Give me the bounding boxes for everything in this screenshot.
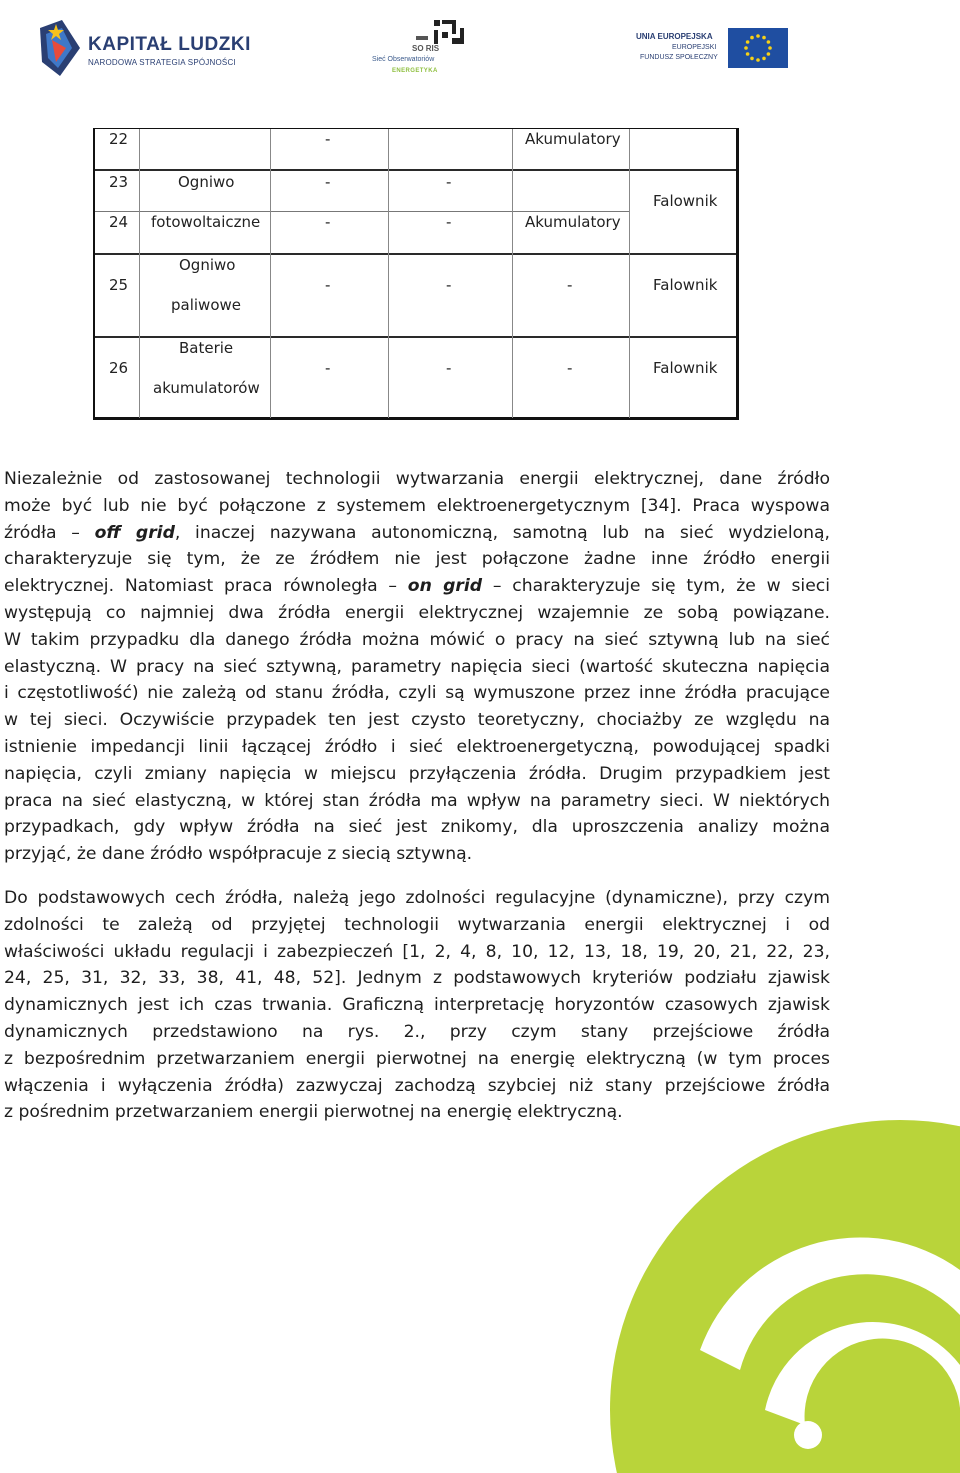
table-col-divider xyxy=(388,129,389,418)
text-line: charakteryzuje się tym, że ze źródłem nie jest połączone żadne inne źródło energii xyxy=(4,549,830,570)
text-line: dynamicznych przedstawiono na rys. 2., przy czym stany przejściowe źródła xyxy=(4,1021,830,1042)
row22-no: 22 xyxy=(109,130,129,148)
term-on-grid: on grid xyxy=(407,576,483,597)
row25-c3: - xyxy=(567,276,573,294)
row25-name-l1: Ogniwo xyxy=(179,256,236,274)
sor-name: SO RIS xyxy=(412,44,440,53)
sources-table xyxy=(93,128,739,420)
text-run: elektrycznej. Natomiast praca równoległa – xyxy=(4,576,408,597)
text-line: W takim przypadku dla danego źródła można mówić o pracy na sieć sztywną lub na sieć xyxy=(4,629,830,650)
sor-network: Sieć Obserwatoriów xyxy=(372,56,435,63)
table-col-divider xyxy=(629,129,630,418)
row24-c2: - xyxy=(446,213,452,231)
kapital-ludzki-logo xyxy=(36,18,251,80)
text-line: właściwości układu regulacji i zabezpieczeń [1, 2, 4, 8, 10, 12, 13, 18, 19, 20, 21, 22, 23, xyxy=(4,941,830,962)
text-line: istnienie impedancji linii łączącej źródło i sieć elektroenergetyczną, powodującej spadki xyxy=(4,736,830,757)
text-line: dynamicznych jest ich czas trwania. Graficzną interpretację horyzontów czasowych zjawisk xyxy=(4,995,830,1016)
row26-c4: Falownik xyxy=(653,359,718,377)
table-col-divider xyxy=(139,129,140,418)
row25-c4: Falownik xyxy=(653,276,718,294)
text-line xyxy=(4,573,830,600)
row25-c2: - xyxy=(446,276,452,294)
sor-logo xyxy=(368,18,468,82)
green-circle-decoration-icon xyxy=(560,1110,960,1473)
text-line: elastyczną. W pracy na sieć sztywną, parametry napięcia sieci (wartość skuteczna napięcia xyxy=(4,656,830,677)
row23-no: 23 xyxy=(109,173,129,191)
row24-c3: Akumulatory xyxy=(525,213,621,231)
table-rule xyxy=(95,169,736,171)
text-run: – charakteryzuje się tym, że w sieci xyxy=(482,576,830,597)
text-line: i częstotliwość) nie zależą od stanu źródła, czyli są wymuszone przez inne źródła pracujące xyxy=(4,683,830,704)
row22-c1: - xyxy=(325,130,331,148)
row26-c2: - xyxy=(446,359,452,377)
sor-energetyka: ENERGETYKA xyxy=(392,68,438,74)
row25-no: 25 xyxy=(109,276,129,294)
table-col-divider xyxy=(512,129,513,418)
row26-no: 26 xyxy=(109,359,129,377)
text-line: występują co najmniej dwa źródła energii elektrycznej wzajemnie ze sobą powiązane. xyxy=(4,602,830,623)
row25-c1: - xyxy=(325,276,331,294)
row23-c1: - xyxy=(325,173,331,191)
eu-logo xyxy=(636,26,796,74)
row26-name-l1: Baterie xyxy=(179,339,234,357)
kapital-ludzki-emblem-icon xyxy=(36,18,84,78)
text-line: zdolności te zależą od przyjętej technologii wytwarzania energii elektrycznej i od xyxy=(4,914,830,935)
row26-c3: - xyxy=(567,359,573,377)
paragraph-2 xyxy=(4,885,830,1126)
text-run: , inaczej nazywana autonomiczną, samotną lub na sieć wydzieloną, xyxy=(174,522,830,543)
eu-line1: UNIA EUROPEJSKA xyxy=(636,32,713,41)
merged-falownik: Falownik xyxy=(653,192,718,210)
text-line: może być lub nie być połączone z systemem elektroenergetycznym [34]. Praca wyspowa xyxy=(4,495,830,516)
row26-name-l2: akumulatorów xyxy=(153,379,260,397)
text-line: praca na sieć elastyczną, w której stan źródła ma wpływ na parametry sieci. W niektórych xyxy=(4,790,830,811)
table-rule xyxy=(95,253,736,255)
text-line xyxy=(4,520,830,547)
kapital-ludzki-title: KAPITAŁ LUDZKI xyxy=(88,34,251,55)
row26-c1: - xyxy=(325,359,331,377)
table-col-divider xyxy=(270,129,271,418)
row22-c3: Akumulatory xyxy=(525,130,621,148)
text-line: przypadkach, gdy wpływ źródła na sieć jest znikomy, dla uproszczenia analizy można xyxy=(4,817,830,838)
text-line: z bezpośrednim przetwarzaniem energii pierwotnej na energię elektryczną (w tym proces xyxy=(4,1048,830,1069)
row24-c1: - xyxy=(325,213,331,231)
row24-name: fotowoltaiczne xyxy=(151,213,261,231)
text-line: Niezależnie od zastosowanej technologii wytwarzania energii elektrycznej, dane źródło xyxy=(4,469,830,489)
text-line: w tej sieci. Oczywiście przypadek ten jest czysto teoretyczny, chociażby ze względu na xyxy=(4,710,830,731)
row23-c2: - xyxy=(446,173,452,191)
text-line: napięcia, czyli zmiany napięcia w miejscu przyłączenia źródła. Drugim przypadkiem jest xyxy=(4,763,830,784)
text-line: przyjąć, że dane źródło współpracuje z siecią sztywną. xyxy=(4,844,473,865)
table-rule xyxy=(95,336,736,338)
text-line: Do podstawowych cech źródła, należą jego zdolności regulacyjne (dynamiczne), przy czym xyxy=(4,888,830,908)
eu-line2: EUROPEJSKI xyxy=(672,44,717,51)
eu-line3: FUNDUSZ SPOŁECZNY xyxy=(640,54,718,61)
text-line: z pośrednim przetwarzaniem energii pierwotnej na energię elektryczną. xyxy=(4,1102,623,1123)
text-line: 24, 25, 31, 32, 33, 38, 41, 48, 52]. Jednym z podstawowych kryteriów podziału zjawisk xyxy=(4,968,830,989)
kapital-ludzki-subtitle: NARODOWA STRATEGIA SPÓJNOŚCI xyxy=(88,58,236,67)
row25-name-l2: paliwowe xyxy=(171,296,241,314)
text-line: włączenia i wyłączenia źródła) zazwyczaj zachodzą szybciej niż stany przejściowe źródła xyxy=(4,1075,830,1096)
row24-no: 24 xyxy=(109,213,129,231)
page-header xyxy=(0,0,960,90)
text-run: źródła – xyxy=(4,522,95,543)
table-rule xyxy=(95,211,629,212)
term-off-grid: off grid xyxy=(94,522,175,543)
paragraph-1 xyxy=(4,466,830,868)
eu-flag-icon xyxy=(728,28,788,68)
row23-name: Ogniwo xyxy=(178,173,235,191)
